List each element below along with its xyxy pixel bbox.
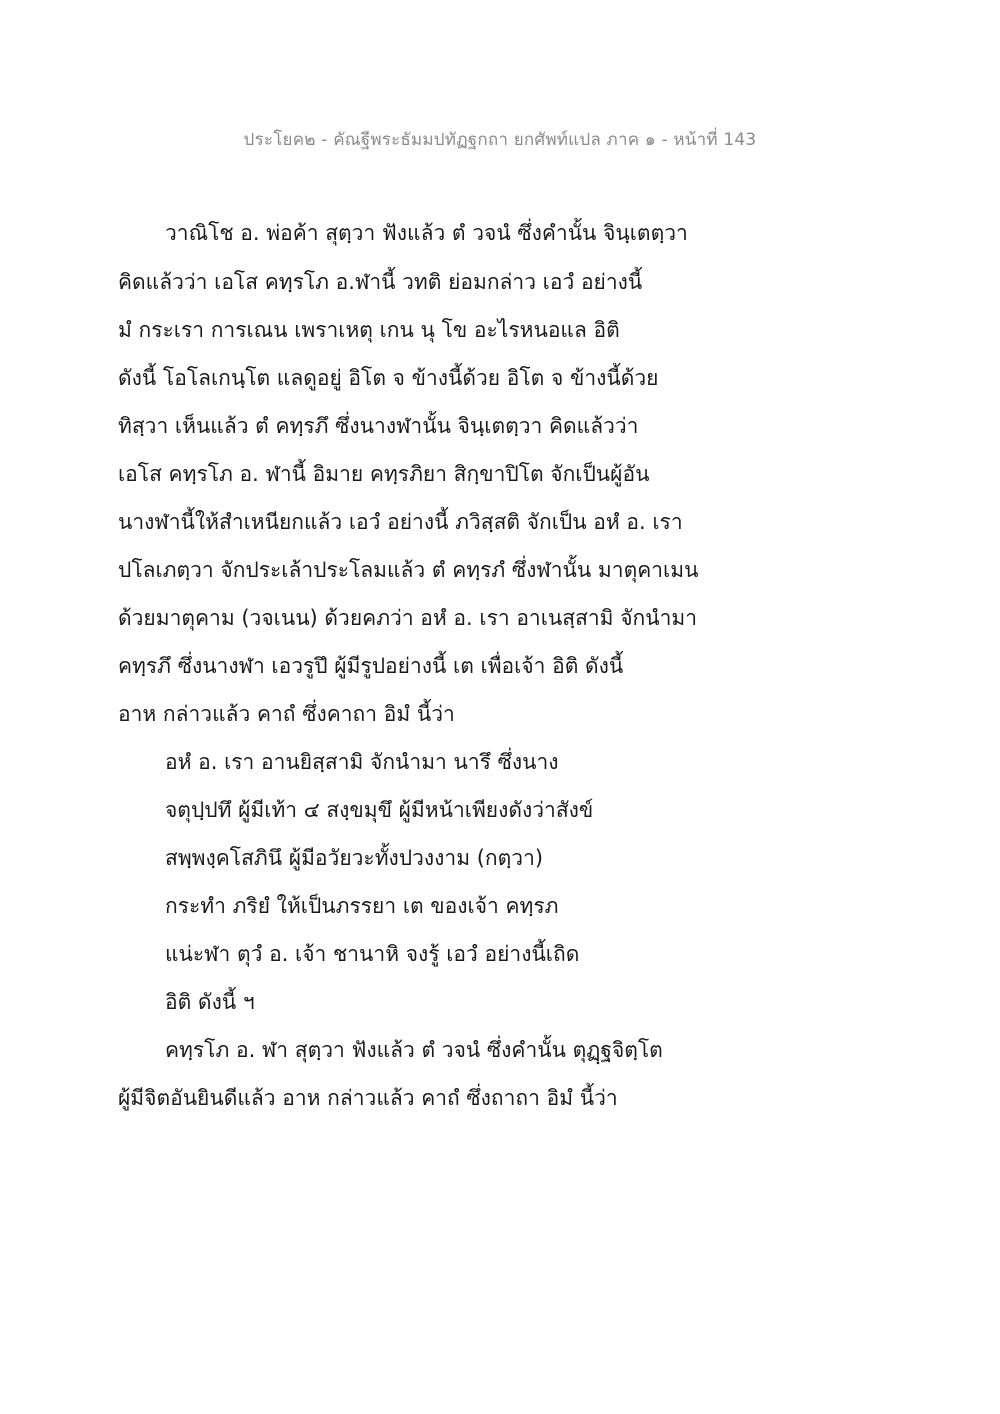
text-line: ปโลเภตฺวา จักประเล้าประโลมแล้ว ตํ คทฺรภํ ซึ่งฬานั้น มาตุคาเมน xyxy=(118,558,699,582)
verse-line: สพฺพงฺคโสภินึ ผู้มีอวัยวะทั้งปวงงาม (กตฺวา) xyxy=(165,846,544,870)
verse-line: จตุปฺปทึ ผู้มีเท้า ๔ สงฺขมุขึ ผู้มีหน้าเพียงดังว่าสังข์ xyxy=(165,798,594,822)
text-line: คทฺรโภ อ. ฬา สุตฺวา ฟังแล้ว ตํ วจนํ ซึ่งคำนั้น ตุฏฺฐจิตฺโต xyxy=(165,1038,663,1062)
text-line: วาณิโช อ. พ่อค้า สุตฺวา ฟังแล้ว ตํ วจนํ ซึ่งคำนั้น จินฺเตตฺวา xyxy=(165,221,688,245)
text-line: ด้วยมาตุคาม (วจเนน) ด้วยคภว่า อหํ อ. เรา อาเนสฺสามิ จักนำมา xyxy=(118,606,697,630)
text-line: ทิสฺวา เห็นแล้ว ตํ คทฺรภึ ซึ่งนางฬานั้น จินฺเตตฺวา คิดแล้วว่า xyxy=(118,414,639,438)
text-line: มํ กระเรา การเณน เพราเหตุ เกน นุ โข อะไรหนอแล อิติ xyxy=(118,318,620,342)
verse-line: แน่ะฬา ตุวํ อ. เจ้า ชานาหิ จงรู้ เอวํ อย่างนี้เถิด xyxy=(165,942,580,966)
verse-line: อหํ อ. เรา อานยิสฺสามิ จักนำมา นารึ ซึ่งนาง xyxy=(165,750,559,774)
text-line: เอโส คทฺรโภ อ. ฬานี้ อิมาย คทฺรภิยา สิกฺขาปิโต จักเป็นผู้อัน xyxy=(118,462,650,486)
verse-line: กระทำ ภริยํ ให้เป็นภรรยา เต ของเจ้า คทฺรภ xyxy=(165,894,559,918)
text-line: ดังนี้ โอโลเกนฺโต แลดูอยู่ อิโต จ ข้างนี้ด้วย อิโต จ ข้างนี้ด้วย xyxy=(118,366,659,390)
page-header: ประโยค๒ - คัณฐีพระธัมมปทัฏฐกถา ยกศัพท์แปล ภาค ๑ - หน้าที่ 143 xyxy=(243,130,757,150)
text-line: นางฬานี้ให้สำเหนียกแล้ว เอวํ อย่างนี้ ภวิสฺสติ จักเป็น อหํ อ. เรา xyxy=(118,510,683,534)
text-line: อาห กล่าวแล้ว คาถํ ซึ่งคาถา อิมํ นี้ว่า xyxy=(118,702,455,726)
text-line: คิดแล้วว่า เอโส คทฺรโภ อ.ฬานี้ วทติ ย่อมกล่าว เอวํ อย่างนี้ xyxy=(118,270,643,294)
text-line: ผู้มีจิตอันยินดีแล้ว อาห กล่าวแล้ว คาถํ ซึ่งถาถา อิมํ นี้ว่า xyxy=(118,1086,618,1110)
text-line: คทฺรภึ ซึ่งนางฬา เอวรูปึ ผู้มีรูปอย่างนี้ เต เพื่อเจ้า อิติ ดังนี้ xyxy=(118,654,624,678)
verse-line: อิติ ดังนี้ ฯ xyxy=(165,990,255,1014)
